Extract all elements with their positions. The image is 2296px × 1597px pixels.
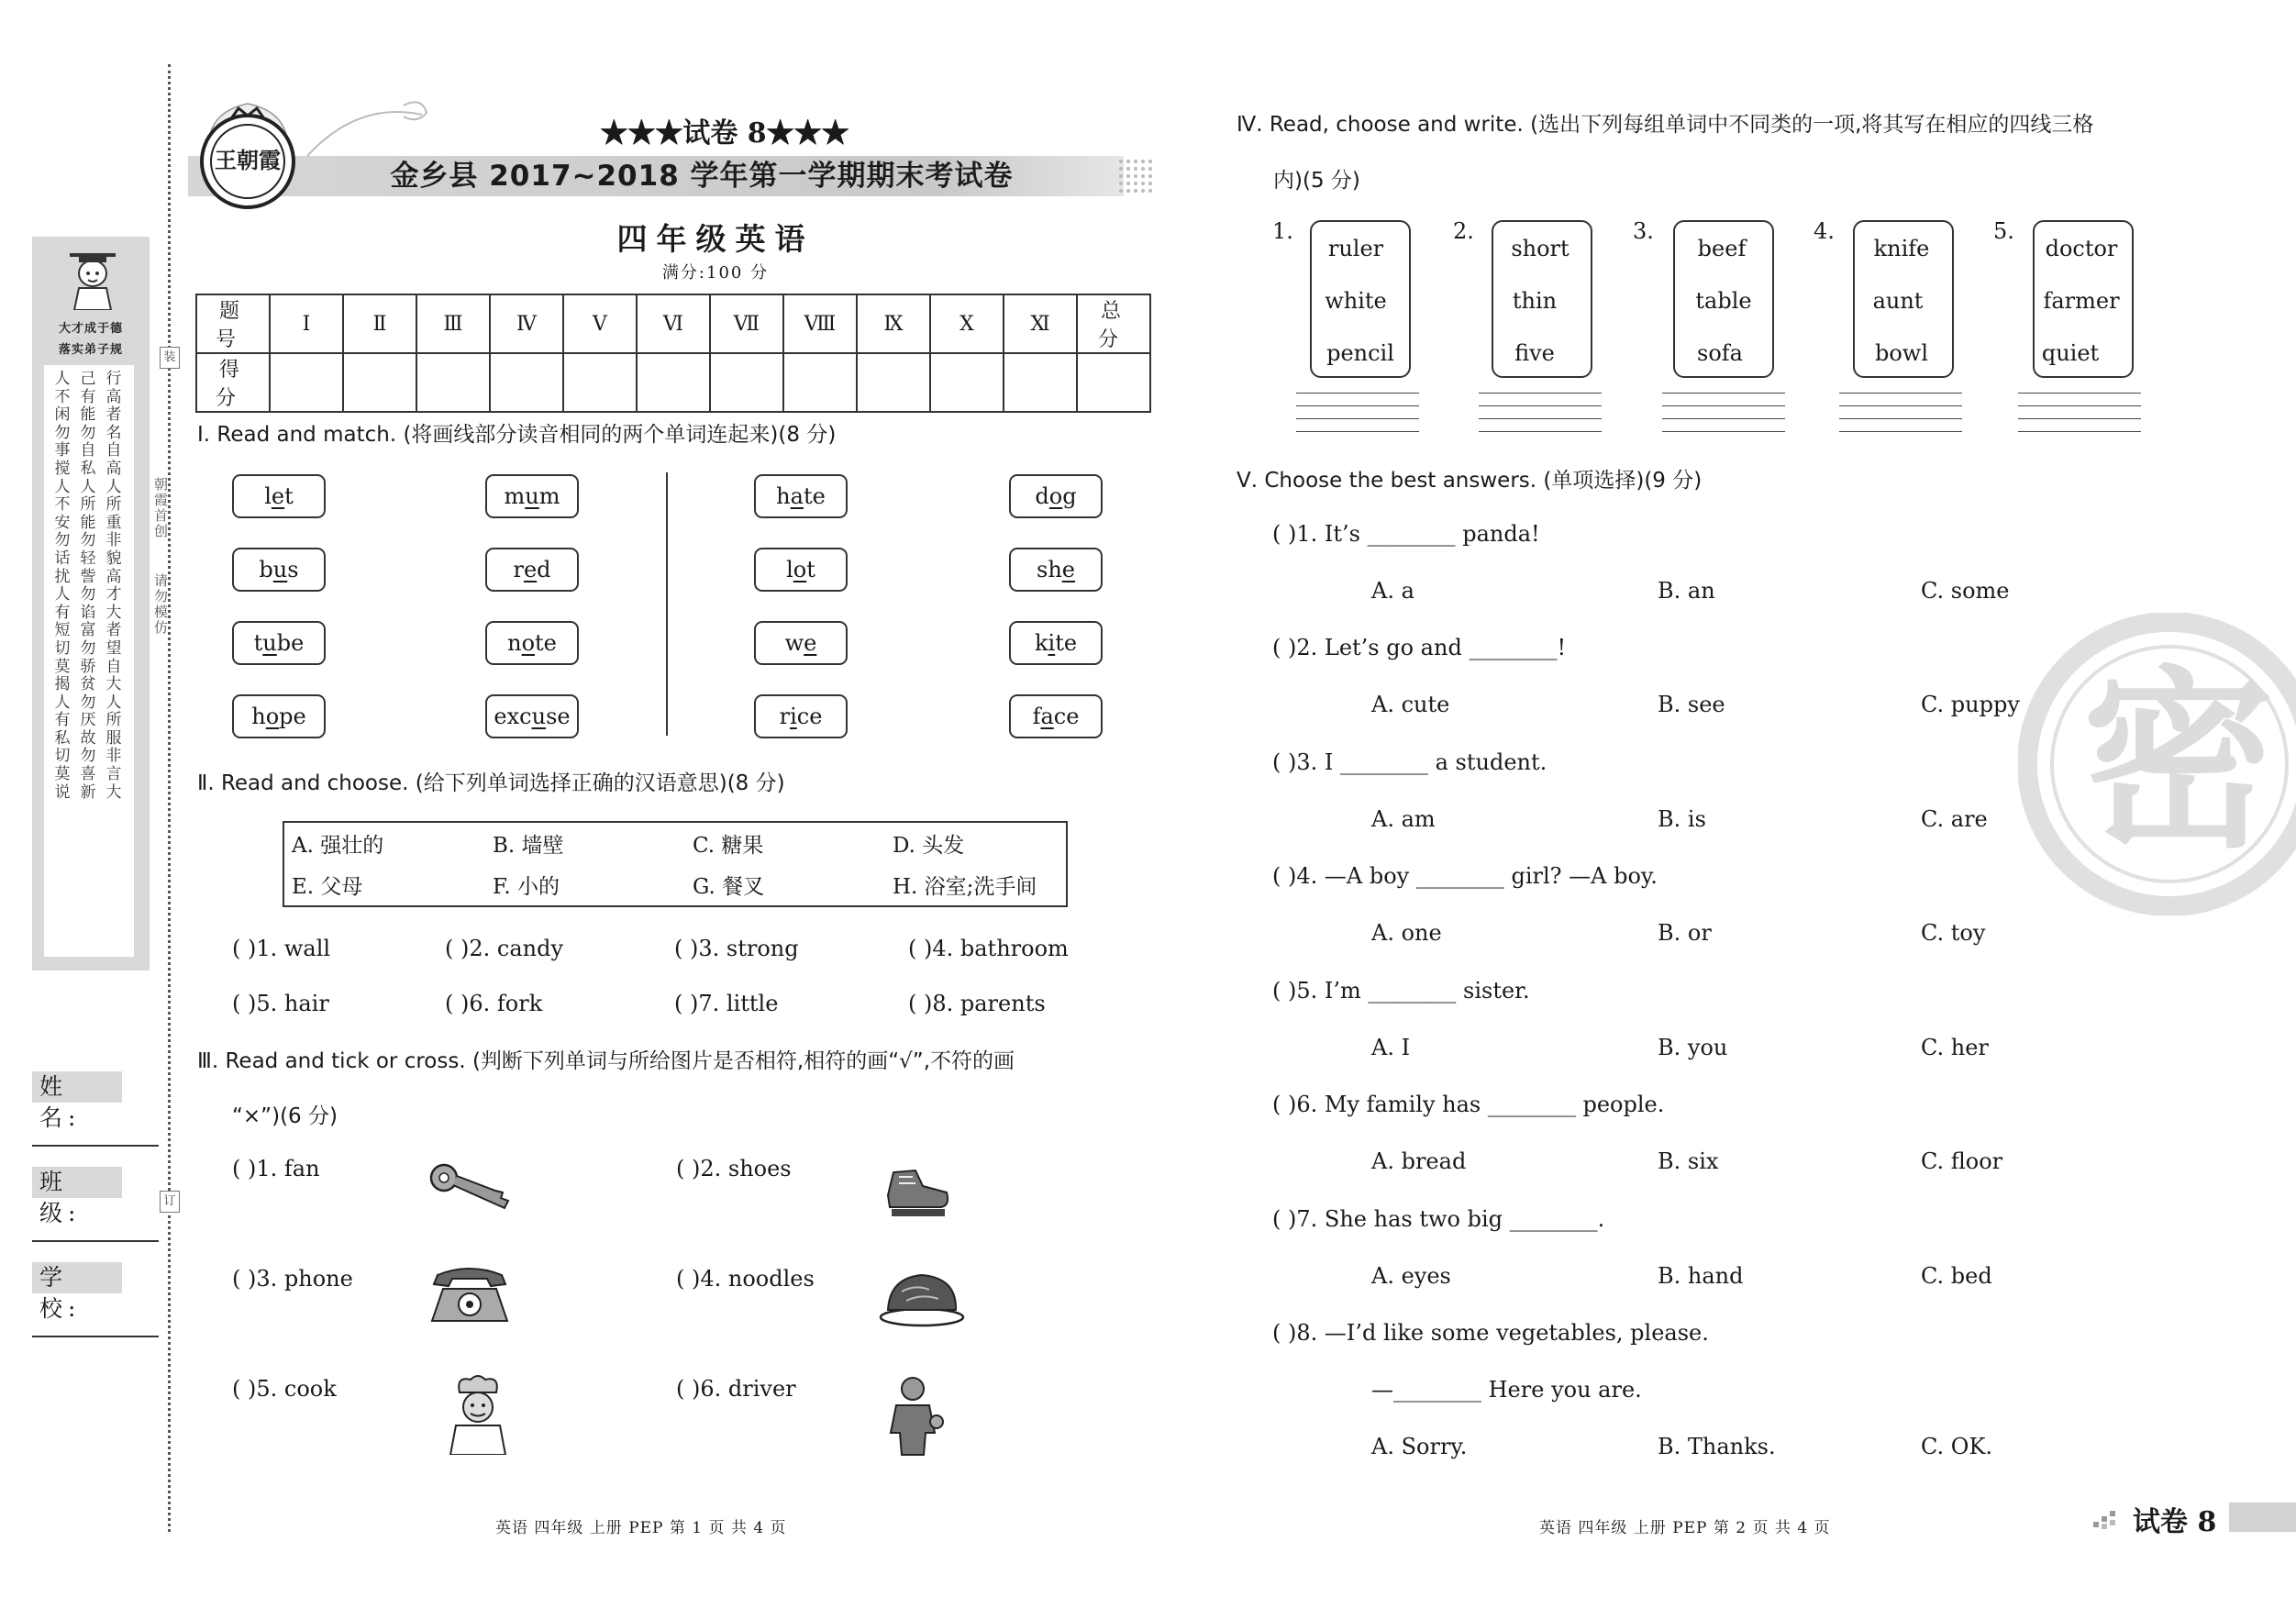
word-part: m — [538, 483, 560, 509]
underlined-letter: e — [523, 557, 538, 582]
group-word: thin — [1512, 288, 1558, 314]
score-cell: Ⅵ — [637, 294, 710, 353]
score-cell: Ⅷ — [783, 294, 857, 353]
class-label: 班 级: — [32, 1167, 122, 1198]
score-header-row — [196, 294, 1150, 353]
underlined-letter: u — [531, 704, 547, 729]
match-word-box[interactable] — [485, 474, 579, 518]
score-cell: 总 分 — [1077, 294, 1150, 353]
score-entry[interactable] — [1077, 353, 1150, 412]
shoe-picture-icon — [881, 1154, 954, 1227]
group-word: doctor — [2045, 236, 2118, 261]
score-entry[interactable] — [857, 353, 930, 412]
underlined-letter: u — [525, 483, 539, 509]
option-a[interactable]: A. one — [1371, 920, 1442, 946]
underlined-letter: i — [790, 704, 797, 729]
score-table — [195, 294, 1151, 413]
option-c[interactable]: C. OK. — [1921, 1434, 1992, 1459]
motto-caption-1: 大才成于德 — [58, 322, 123, 336]
key-picture-icon — [424, 1158, 516, 1213]
word-part: h — [251, 704, 266, 729]
word-part: t — [806, 557, 815, 582]
tick-item[interactable]: ( )4. noodles — [676, 1266, 815, 1292]
motto-column-1: 人不闲勿事搅人不安勿话扰人有短切莫揭人有私切莫说 — [54, 370, 71, 802]
match-word-box[interactable] — [754, 621, 848, 665]
word-part: b — [259, 557, 273, 582]
score-cell: Ⅴ — [563, 294, 637, 353]
match-word-box[interactable] — [754, 694, 848, 738]
underlined-letter: o — [521, 630, 536, 656]
tick-item[interactable]: ( )5. cook — [232, 1376, 337, 1402]
section-1-title: Ⅰ. Read and match. (将画线部分读音相同的两个单词连起来)(8 分) — [197, 423, 837, 447]
group-number: 5. — [1993, 218, 2014, 244]
score-entry[interactable] — [416, 353, 490, 412]
choose-item[interactable]: ( )8. parents — [908, 991, 1046, 1016]
word-part: sh — [1037, 557, 1062, 582]
word-part: ce — [796, 704, 823, 729]
page-1-footer: 英语 四年级 上册 PEP 第 1 页 共 4 页 — [495, 1519, 787, 1537]
match-word-box[interactable] — [1009, 474, 1103, 518]
group-number: 4. — [1814, 218, 1835, 244]
choose-item[interactable]: ( )2. candy — [445, 936, 564, 961]
word-part: te — [1055, 630, 1078, 656]
motto-text-area — [44, 365, 134, 957]
full-score: 满分:100 分 — [661, 263, 770, 283]
score-cell: Ⅹ — [930, 294, 1004, 353]
choice-option: B. 墙壁 — [493, 834, 564, 858]
option-a[interactable]: A. cute — [1371, 692, 1450, 717]
score-entry[interactable] — [1004, 353, 1077, 412]
option-a[interactable]: A. I — [1371, 1035, 1411, 1060]
telephone-picture-icon — [427, 1266, 514, 1325]
question-text[interactable]: ( )4. —A boy ________ girl? —A boy. — [1272, 863, 1658, 889]
group-word: table — [1695, 288, 1752, 314]
class-blank[interactable] — [32, 1240, 159, 1242]
tick-item[interactable]: ( )3. phone — [232, 1266, 353, 1292]
match-word-box[interactable] — [485, 621, 579, 665]
option-b[interactable]: B. you — [1658, 1035, 1728, 1060]
option-a[interactable]: A. eyes — [1371, 1263, 1451, 1289]
word-part: d — [537, 557, 551, 582]
choice-option: G. 餐叉 — [693, 875, 765, 899]
score-entry[interactable] — [783, 353, 857, 412]
word-part: d — [1035, 483, 1049, 509]
match-divider — [666, 472, 668, 736]
score-cell: Ⅲ — [416, 294, 490, 353]
option-b[interactable]: B. is — [1658, 806, 1706, 832]
group-word: aunt — [1872, 288, 1924, 314]
motto-column-2: 己有能勿自私人所能勿轻訾勿谄富勿骄贫勿厌故勿喜新 — [80, 370, 96, 802]
choose-item[interactable]: ( )6. fork — [445, 991, 543, 1016]
word-part: se — [546, 704, 571, 729]
score-row-label: 得 分 — [196, 353, 270, 412]
option-c[interactable]: C. toy — [1921, 920, 1986, 946]
match-word-box[interactable] — [1009, 621, 1103, 665]
group-number: 3. — [1633, 218, 1654, 244]
score-cell: 题 号 — [196, 294, 270, 353]
group-word: farmer — [2043, 288, 2120, 314]
underlined-letter: i — [1048, 630, 1056, 656]
four-line-writing-grid[interactable] — [2018, 393, 2141, 437]
score-entry-row — [196, 353, 1150, 412]
choose-item[interactable]: ( )7. little — [674, 991, 779, 1016]
motto-caption-2: 落实弟子规 — [58, 343, 123, 357]
exam-title: 金乡县 2017~2018 学年第一学期期末考试卷 — [390, 160, 1014, 193]
tick-item[interactable]: ( )6. driver — [676, 1376, 796, 1402]
match-word-box[interactable] — [754, 474, 848, 518]
binding-mark-1: 装 — [160, 347, 180, 369]
four-line-writing-grid[interactable] — [1662, 393, 1785, 437]
logo-text: 王朝霞 — [215, 147, 281, 173]
word-part: w — [784, 630, 804, 656]
choose-item[interactable]: ( )5. hair — [232, 991, 329, 1016]
corner-dots-icon — [2093, 1509, 2119, 1529]
ribbon-decoration-icon — [303, 96, 431, 161]
option-b[interactable]: B. see — [1658, 692, 1725, 717]
option-c[interactable]: C. bed — [1921, 1263, 1992, 1289]
underlined-letter: e — [271, 483, 285, 509]
match-word-box[interactable] — [232, 694, 326, 738]
option-b[interactable]: B. an — [1658, 578, 1715, 604]
choice-option: A. 强壮的 — [292, 834, 384, 858]
option-c[interactable]: C. puppy — [1921, 692, 2020, 717]
question-text[interactable]: ( )5. I’m ________ sister. — [1272, 978, 1530, 1004]
page-2-footer: 英语 四年级 上册 PEP 第 2 页 共 4 页 — [1539, 1519, 1831, 1537]
score-cell: Ⅸ — [857, 294, 930, 353]
name-label: 姓 名: — [32, 1071, 122, 1103]
word-part: g — [1062, 483, 1077, 509]
question-reply: —________ Here you are. — [1371, 1377, 1642, 1403]
score-entry[interactable] — [270, 353, 343, 412]
word-part: f — [1032, 704, 1041, 729]
score-entry[interactable] — [490, 353, 563, 412]
option-c[interactable]: C. are — [1921, 806, 1988, 832]
word-part: r — [779, 704, 791, 729]
option-c[interactable]: C. floor — [1921, 1148, 2003, 1174]
publisher-logo-icon — [191, 99, 305, 214]
title-band-dots — [1117, 158, 1156, 194]
choice-option: F. 小的 — [493, 875, 560, 899]
binding-dotted-line — [168, 64, 171, 1532]
word-part: be — [276, 630, 305, 656]
word-part: n — [507, 630, 522, 656]
word-part: ce — [1053, 704, 1080, 729]
word-part: m — [504, 483, 526, 509]
option-b[interactable]: B. six — [1658, 1148, 1719, 1174]
score-cell: Ⅺ — [1004, 294, 1077, 353]
word-part: s — [287, 557, 299, 582]
roast-chicken-picture-icon — [879, 1264, 966, 1328]
school-blank[interactable] — [32, 1336, 159, 1337]
option-b[interactable]: B. or — [1658, 920, 1712, 946]
word-part: l — [264, 483, 272, 509]
option-b[interactable]: B. Thanks. — [1658, 1434, 1776, 1459]
corner-exam-label: 试卷 8 — [2133, 1506, 2217, 1538]
underlined-letter: a — [1040, 704, 1054, 729]
word-part: exc — [494, 704, 532, 729]
group-word: five — [1514, 340, 1555, 366]
match-word-box[interactable] — [485, 694, 579, 738]
score-cell: Ⅱ — [343, 294, 416, 353]
scholar-icon — [51, 246, 134, 310]
option-c[interactable]: C. her — [1921, 1035, 1989, 1060]
match-word-box[interactable] — [232, 621, 326, 665]
four-line-writing-grid[interactable] — [1296, 393, 1419, 437]
section-3-title-line-2: “×”)(6 分) — [232, 1104, 338, 1128]
choice-option: E. 父母 — [292, 875, 363, 899]
choose-item[interactable]: ( )1. wall — [232, 936, 331, 961]
vertical-note-2: 请勿模仿 — [152, 573, 169, 636]
question-text[interactable]: ( )6. My family has ________ people. — [1272, 1092, 1665, 1117]
question-text[interactable]: ( )1. It’s ________ panda! — [1272, 521, 1540, 547]
choice-option: D. 头发 — [893, 834, 965, 858]
underlined-letter: o — [793, 557, 807, 582]
vertical-note-1: 朝霞首创 — [152, 477, 169, 539]
question-text[interactable]: ( )2. Let’s go and ________! — [1272, 635, 1567, 660]
score-entry[interactable] — [637, 353, 710, 412]
underlined-letter: e — [1061, 557, 1075, 582]
option-a[interactable]: A. am — [1371, 806, 1436, 832]
tick-item[interactable]: ( )1. fan — [232, 1156, 320, 1181]
match-word-box[interactable] — [1009, 694, 1103, 738]
exam-number: ★★★试卷 8★★★ — [600, 117, 849, 150]
choose-item[interactable]: ( )4. bathroom — [908, 936, 1069, 961]
subject-title: 四年级英语 — [616, 221, 815, 257]
section-4-title-line-2: 内)(5 分) — [1273, 169, 1360, 193]
word-part: h — [776, 483, 791, 509]
option-c[interactable]: C. some — [1921, 578, 2010, 604]
word-part: k — [1034, 630, 1048, 656]
option-a[interactable]: A. a — [1371, 578, 1414, 604]
word-part: pe — [279, 704, 306, 729]
corner-gray-bar — [2229, 1503, 2296, 1532]
match-word-box[interactable] — [1009, 548, 1103, 592]
option-b[interactable]: B. hand — [1658, 1263, 1744, 1289]
word-part: l — [786, 557, 793, 582]
word-part: t — [253, 630, 263, 656]
question-text[interactable]: ( )8. —I’d like some vegetables, please. — [1272, 1320, 1709, 1346]
confidential-stamp-icon — [2018, 613, 2296, 915]
match-word-box[interactable] — [754, 548, 848, 592]
group-word: beef — [1697, 236, 1747, 261]
score-entry[interactable] — [930, 353, 1004, 412]
group-number: 2. — [1453, 218, 1474, 244]
score-cell: Ⅳ — [490, 294, 563, 353]
underlined-letter: o — [265, 704, 280, 729]
motto-column-3: 行高者名自高人所重非貌高才大者望自大人所服非言大 — [105, 370, 122, 802]
group-word: knife — [1873, 236, 1930, 261]
group-word: sofa — [1697, 340, 1743, 366]
underlined-letter: o — [1048, 483, 1063, 509]
option-a[interactable]: A. bread — [1371, 1148, 1467, 1174]
match-word-box[interactable] — [232, 548, 326, 592]
name-blank[interactable] — [32, 1145, 159, 1147]
group-word: white — [1325, 288, 1387, 314]
score-cell: Ⅰ — [270, 294, 343, 353]
underlined-letter: u — [262, 630, 277, 656]
choose-item[interactable]: ( )3. strong — [674, 936, 799, 961]
tick-item[interactable]: ( )2. shoes — [676, 1156, 792, 1181]
group-word: pencil — [1326, 340, 1394, 366]
option-a[interactable]: A. Sorry. — [1371, 1434, 1468, 1459]
group-word: quiet — [2041, 340, 2100, 366]
match-word-box[interactable] — [485, 548, 579, 592]
chef-picture-icon — [443, 1372, 513, 1455]
group-word: ruler — [1327, 236, 1384, 261]
stamp-character: 密 — [2081, 649, 2276, 874]
score-entry[interactable] — [563, 353, 637, 412]
four-line-writing-grid[interactable] — [1479, 393, 1602, 437]
section-4-title-line-1: Ⅳ. Read, choose and write. (选出下列每组单词中不同类的一项,将其写在相应的四线三格 — [1237, 113, 2094, 137]
underlined-letter: e — [804, 630, 817, 656]
group-word: short — [1511, 236, 1569, 261]
school-label: 学 校: — [32, 1262, 122, 1293]
four-line-writing-grid[interactable] — [1839, 393, 1962, 437]
choice-option: C. 糖果 — [693, 834, 764, 858]
group-number: 1. — [1272, 218, 1293, 244]
question-text[interactable]: ( )7. She has two big ________. — [1272, 1206, 1605, 1232]
word-part: te — [535, 630, 557, 656]
word-part: te — [803, 483, 826, 509]
score-entry[interactable] — [710, 353, 783, 412]
section-3-title-line-1: Ⅲ. Read and tick or cross. (判断下列单词与所给图片是否相符,相符的画“√”,不符的画 — [197, 1049, 1015, 1073]
score-cell: Ⅶ — [710, 294, 783, 353]
man-picture-icon — [885, 1374, 949, 1457]
match-word-box[interactable] — [232, 474, 326, 518]
question-text[interactable]: ( )3. I ________ a student. — [1272, 749, 1547, 775]
section-5-title: Ⅴ. Choose the best answers. (单项选择)(9 分) — [1237, 469, 1703, 493]
group-word: bowl — [1874, 340, 1929, 366]
score-entry[interactable] — [343, 353, 416, 412]
word-part: t — [284, 483, 294, 509]
underlined-letter: a — [790, 483, 804, 509]
underlined-letter: u — [272, 557, 288, 582]
word-part: r — [513, 557, 524, 582]
section-2-title: Ⅱ. Read and choose. (给下列单词选择正确的汉语意思)(8 分) — [197, 771, 785, 795]
binding-mark-2: 订 — [160, 1191, 180, 1213]
choice-option: H. 浴室;洗手间 — [893, 875, 1037, 899]
